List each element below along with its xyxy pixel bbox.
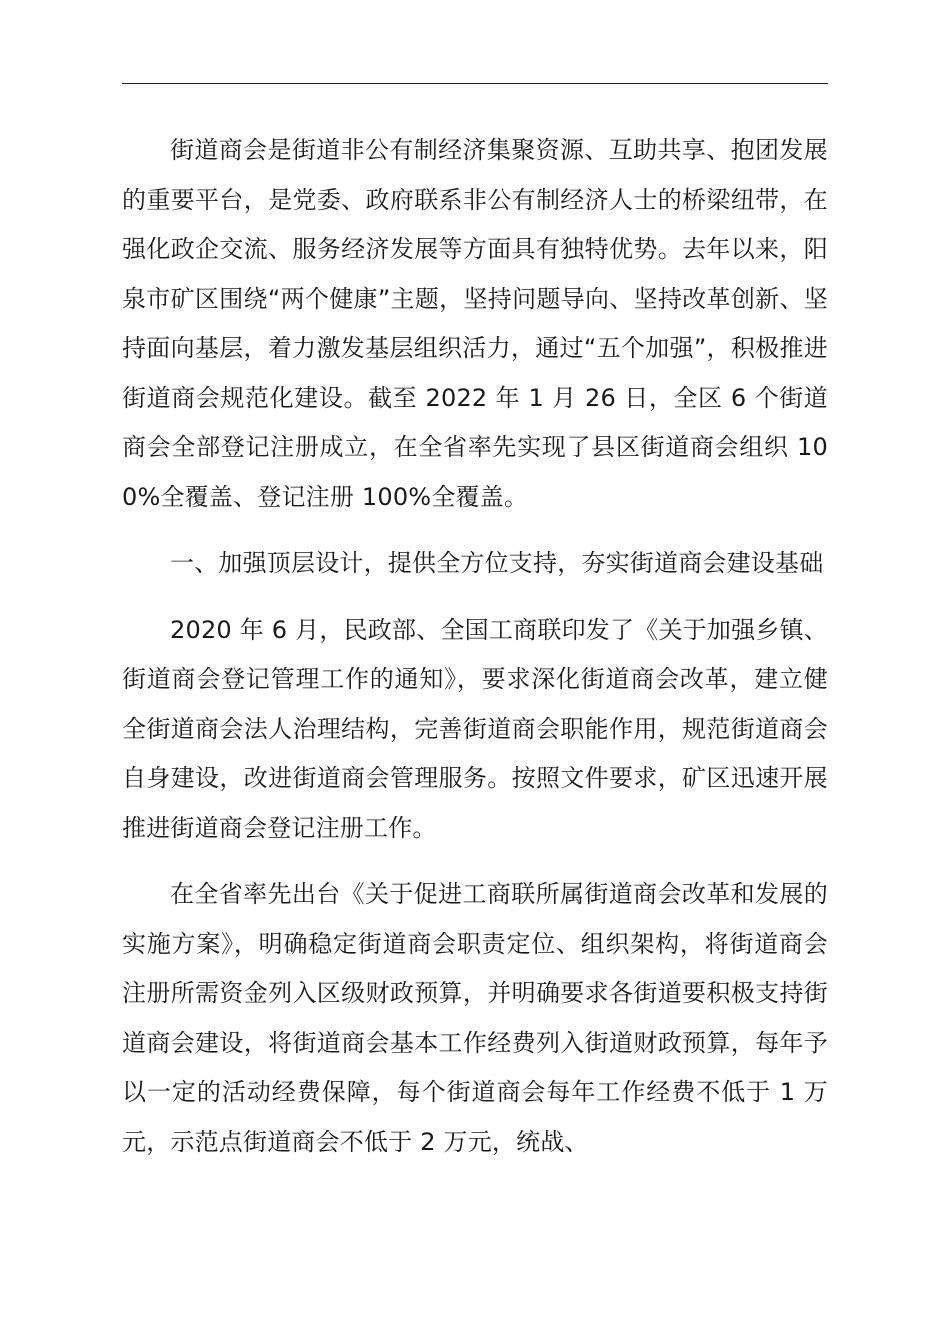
section-heading-1: 一、加强顶层设计，提供全方位支持，夯实街道商会建设基础 <box>170 549 824 577</box>
intro-paragraph: 街道商会是街道非公有制经济集聚资源、互助共享、抱团发展的重要平台，是党委、政府联系非公有制经济人士的桥梁纽带，在强化政企交流、服务经济发展等方面具有独特优势。去年以来，阳泉市矿区围绕“两个健康”主题，坚持问题导向、坚持改革创新、坚持面向基层，着力激发基层组织活力，通过“五个加强”，积极推进街道商会规范化建设。截至 2022 年 1 月 26 日，全区 6 个街道商会全部登记注册成立，在全省率先实现了县区街道商会组织 100%全覆盖、登记注册 100%全覆盖。 <box>122 136 828 511</box>
document-body <box>122 126 828 1184</box>
body-paragraph-2: 2020 年 6 月，民政部、全国工商联印发了《关于加强乡镇、街道商会登记管理工作的通知》，要求深化街道商会改革，建立健全街道商会法人治理结构，完善街道商会职能作用，规范街道商会自身建设，改进街道商会管理服务。按照文件要求，矿区迅速开展推进街道商会登记注册工作。 <box>122 615 828 842</box>
header-divider <box>122 83 828 84</box>
body-paragraph-3: 在全省率先出台《关于促进工商联所属街道商会改革和发展的实施方案》，明确稳定街道商会职责定位、组织架构，将街道商会注册所需资金列入区级财政预算，并明确要求各街道要积极支持街道商会建设，将街道商会基本工作经费列入街道财政预算，每年予以一定的活动经费保障，每个街道商会每年工作经费不低于 1 万元，示范点街道商会不低于 2 万元，统战、 <box>122 880 828 1156</box>
